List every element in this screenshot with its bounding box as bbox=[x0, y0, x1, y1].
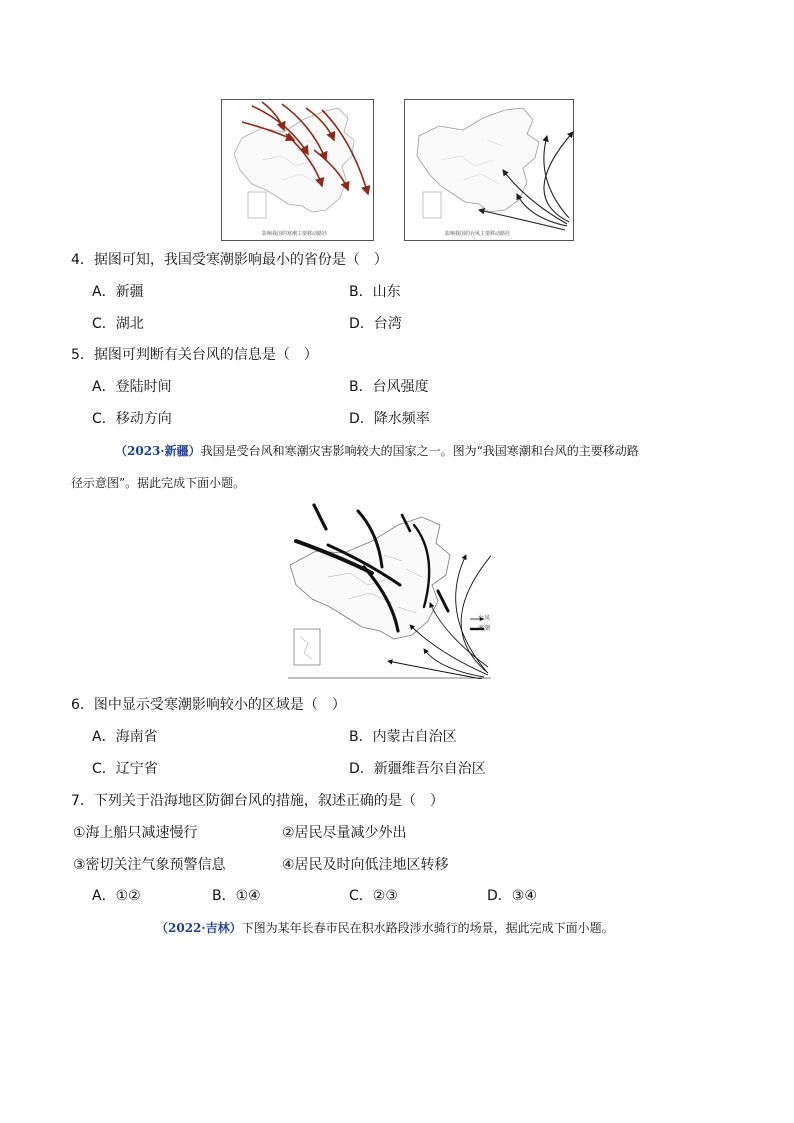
intro-2022-text: 下图为某年长春市民在积水路段涉水骑行的场景，据此完成下面小题。 bbox=[241, 921, 614, 935]
typhoon-map-graphic bbox=[405, 100, 573, 240]
intro-2023-source: （2023·新疆） bbox=[115, 444, 201, 458]
q4-stem: 4．据图可知，我国受寒潮影响最小的省份是（ ） bbox=[71, 252, 388, 268]
q6-option-c: C．辽宁省 bbox=[92, 761, 158, 777]
q7-option-a: A．①② bbox=[92, 888, 141, 904]
fig-right-caption: 影响我国的台风主要移动路径 bbox=[445, 231, 511, 237]
q5-option-b: B．台风强度 bbox=[349, 379, 429, 395]
cold-wave-path-map bbox=[221, 99, 374, 241]
q4-option-c: C．湖北 bbox=[92, 316, 144, 332]
q7-option-d: D．③④ bbox=[487, 888, 537, 904]
q6-option-d: D．新疆维吾尔自治区 bbox=[349, 761, 486, 777]
q4-option-a: A．新疆 bbox=[92, 284, 144, 300]
legend-typhoon-label: 台风 bbox=[478, 615, 491, 622]
legend-cold-wave-label: 寒潮 bbox=[478, 625, 491, 632]
intro-2023-line2: 径示意图”。据此完成下面小题。 bbox=[71, 476, 246, 490]
q6-option-a: A．海南省 bbox=[92, 729, 158, 745]
q4-option-d: D．台湾 bbox=[349, 316, 402, 332]
q5-stem: 5．据图可判断有关台风的信息是（ ） bbox=[71, 347, 318, 363]
intro-2022-source: （2022·吉林） bbox=[156, 921, 242, 935]
q4-option-b: B．山东 bbox=[349, 284, 401, 300]
q7-stem: 7．下列关于沿海地区防御台风的措施，叙述正确的是（ ） bbox=[71, 793, 444, 809]
q5-option-a: A．登陆时间 bbox=[92, 379, 172, 395]
q5-option-d: D．降水频率 bbox=[349, 411, 430, 427]
cold-wave-typhoon-map bbox=[288, 503, 491, 679]
cold-wave-map-graphic bbox=[222, 100, 373, 240]
q7-statement-4: ④居民及时向低洼地区转移 bbox=[282, 857, 449, 873]
q7-option-b: B．①④ bbox=[212, 888, 261, 904]
fig-left-caption: 影响我国的寒潮主要移动路径 bbox=[262, 231, 328, 237]
q7-statement-3: ③密切关注气象预警信息 bbox=[73, 857, 226, 873]
intro-2023-line1 bbox=[115, 441, 639, 461]
intro-2023-text1: 我国是受台风和寒潮灾害影响较大的国家之一。图为“我国寒潮和台风的主要移动路 bbox=[200, 444, 639, 458]
typhoon-path-map bbox=[404, 99, 574, 241]
q6-option-b: B．内蒙古自治区 bbox=[349, 729, 457, 745]
q6-stem: 6．图中显示受寒潮影响较小的区域是（ ） bbox=[71, 697, 346, 713]
q7-statement-2: ②居民尽量减少外出 bbox=[282, 825, 407, 841]
intro-2022 bbox=[156, 918, 614, 938]
combined-map-graphic bbox=[288, 503, 491, 679]
q5-option-c: C．移动方向 bbox=[92, 411, 172, 427]
q7-statement-1: ①海上船只减速慢行 bbox=[73, 825, 198, 841]
q7-option-c: C．②③ bbox=[349, 888, 398, 904]
